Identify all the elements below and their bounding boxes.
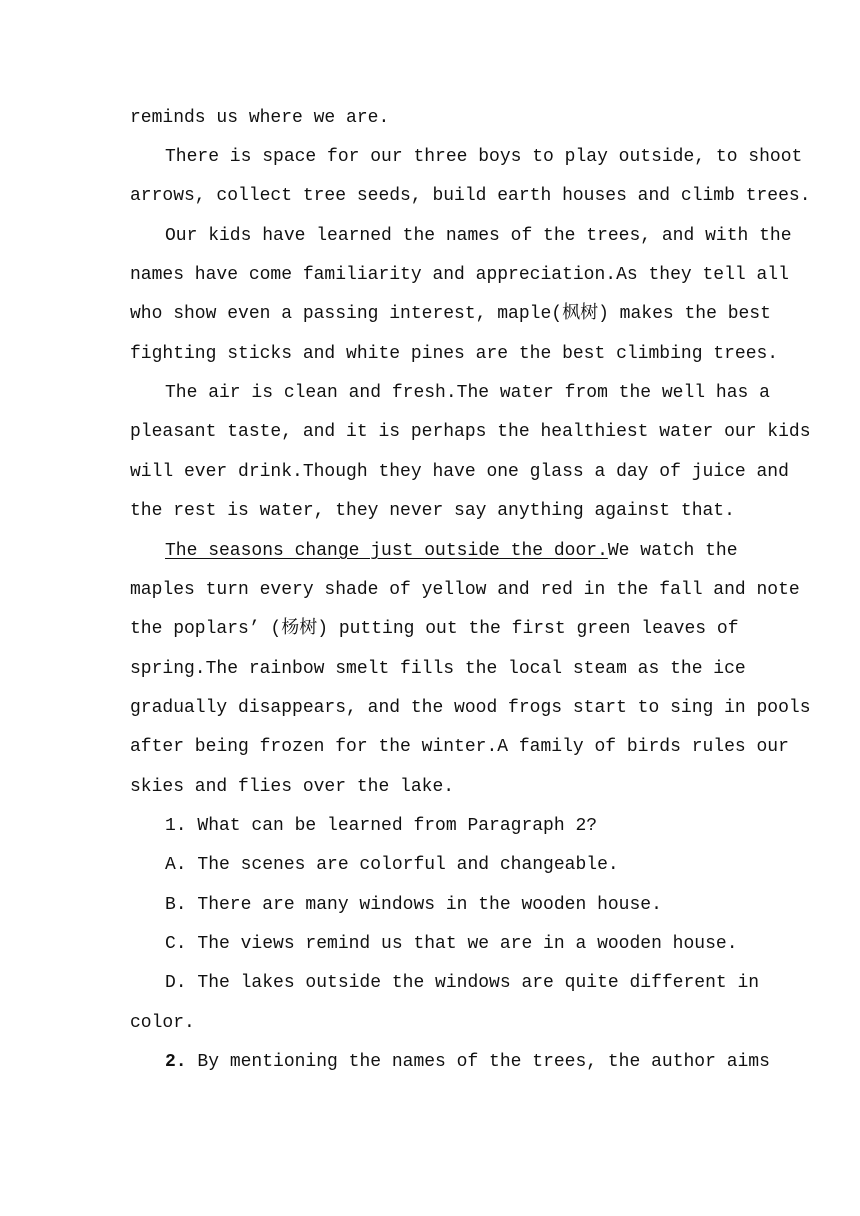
question-2: [165, 1049, 770, 1075]
text-fragment: We watch the: [607, 541, 738, 561]
text-line: pleasant taste, and it is perhaps the healthiest water our kids: [130, 422, 811, 442]
text-line: who show even a passing interest, maple(枫树) makes the best: [130, 304, 771, 324]
option-a: A. The scenes are colorful and changeable.: [165, 855, 619, 875]
text-line: There is space for our three boys to play outside, to shoot: [165, 147, 803, 167]
text-line: reminds us where we are.: [130, 108, 390, 128]
text-line: color.: [130, 1013, 195, 1033]
text-line: Our kids have learned the names of the trees, and with the: [165, 226, 792, 246]
text-line: gradually disappears, and the wood frogs start to sing in pools: [130, 698, 811, 718]
option-b: B. There are many windows in the wooden house.: [165, 895, 662, 915]
text-line: [165, 538, 738, 564]
option-c: C. The views remind us that we are in a wooden house.: [165, 934, 738, 954]
question-text: By mentioning the names of the trees, the author aims: [186, 1052, 770, 1072]
text-line: arrows, collect tree seeds, build earth houses and climb trees.: [130, 186, 811, 206]
text-line: names have come familiarity and appreciation.As they tell all: [130, 265, 789, 285]
text-line: skies and flies over the lake.: [130, 777, 455, 797]
text-line: the rest is water, they never say anything against that.: [130, 501, 735, 521]
text-line: fighting sticks and white pines are the best climbing trees.: [130, 344, 779, 364]
text-line: maples turn every shade of yellow and red in the fall and note: [130, 580, 800, 600]
question-number: 2.: [165, 1052, 187, 1072]
text-line: will ever drink.Though they have one glass a day of juice and: [130, 462, 789, 482]
question-1: 1. What can be learned from Paragraph 2?: [165, 816, 598, 836]
text-line: after being frozen for the winter.A family of birds rules our: [130, 737, 789, 757]
option-d: D. The lakes outside the windows are quite different in: [165, 973, 760, 993]
underlined-sentence: The seasons change just outside the door.: [165, 541, 608, 561]
text-line: the poplars’ (杨树) putting out the first green leaves of: [130, 619, 739, 639]
text-line: The air is clean and fresh.The water from the well has a: [165, 383, 770, 403]
text-line: spring.The rainbow smelt fills the local steam as the ice: [130, 659, 746, 679]
